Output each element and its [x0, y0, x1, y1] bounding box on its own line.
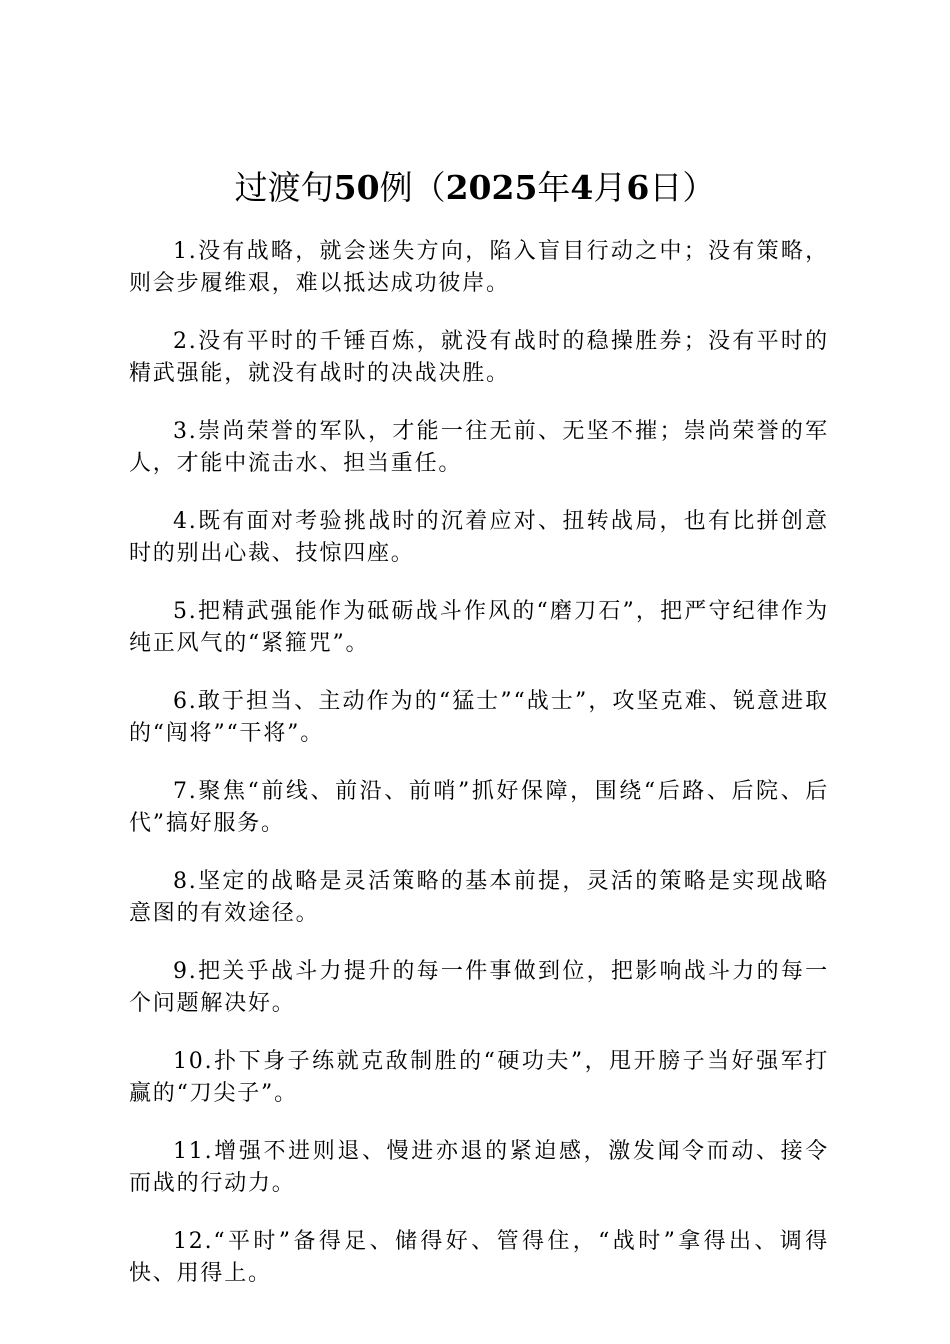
paragraph-12: 12.“平时”备得足、储得好、管得住，“战时”拿得出、调得快、用得上。	[129, 1229, 829, 1286]
paragraph-2: 2.没有平时的千锤百炼，就没有战时的稳操胜券；没有平时的精武强能，就没有战时的决战决胜。	[129, 329, 829, 386]
paragraph-5: 5.把精武强能作为砥砺战斗作风的“磨刀石”，把严守纪律作为纯正风气的“紧箍咒”。	[129, 599, 829, 656]
paragraph-3: 3.崇尚荣誉的军队，才能一往无前、无坚不摧；崇尚荣誉的军人，才能中流击水、担当重任。	[129, 419, 829, 476]
paragraph-7: 7.聚焦“前线、前沿、前哨”抓好保障，围绕“后路、后院、后代”搞好服务。	[129, 779, 829, 836]
title-month-suffix: 月	[593, 168, 627, 207]
paragraph-4: 4.既有面对考验挑战时的沉着应对、扭转战局，也有比拼创意时的别出心裁、技惊四座。	[129, 509, 829, 566]
title-middle: 例（	[379, 168, 446, 207]
title-day: 6	[626, 168, 650, 207]
title-year: 2025	[445, 168, 538, 207]
title-prefix: 过渡句	[234, 168, 334, 207]
title-month: 4	[570, 168, 594, 207]
document-body	[129, 236, 829, 1316]
paragraph-8: 8.坚定的战略是灵活策略的基本前提，灵活的策略是实现战略意图的有效途径。	[129, 869, 829, 926]
page-title	[0, 166, 950, 210]
paragraph-9: 9.把关乎战斗力提升的每一件事做到位，把影响战斗力的每一个问题解决好。	[129, 959, 829, 1016]
title-year-suffix: 年	[537, 168, 571, 207]
paragraph-11: 11.增强不进则退、慢进亦退的紧迫感，激发闻令而动、接令而战的行动力。	[129, 1139, 829, 1196]
title-count: 50	[333, 168, 380, 207]
paragraph-1: 1.没有战略，就会迷失方向，陷入盲目行动之中；没有策略，则会步履维艰，难以抵达成功彼岸。	[129, 239, 829, 296]
paragraph-6: 6.敢于担当、主动作为的“猛士”“战士”，攻坚克难、锐意进取的“闯将”“干将”。	[129, 689, 829, 746]
title-day-suffix: 日）	[649, 168, 716, 207]
paragraph-10: 10.扑下身子练就克敌制胜的“硬功夫”，甩开膀子当好强军打赢的“刀尖子”。	[129, 1049, 829, 1106]
